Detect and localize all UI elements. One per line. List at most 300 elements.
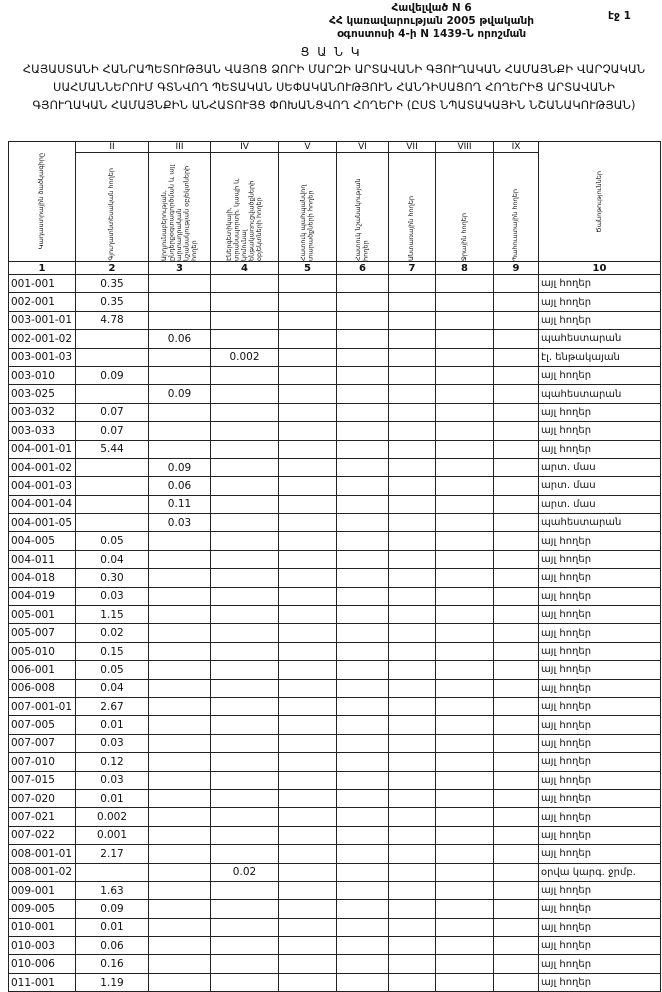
cadastral-code-cell: 008-001-01 <box>9 845 76 863</box>
industrial-land-cell <box>149 587 211 605</box>
table-row <box>9 808 661 826</box>
reserve-land-cell <box>494 679 539 697</box>
industrial-land-cell: 0.09 <box>149 385 211 403</box>
forest-land-cell <box>389 550 436 568</box>
column-number: 1 <box>9 262 76 275</box>
forest-land-cell <box>389 881 436 899</box>
water-land-cell <box>436 697 494 715</box>
industrial-land-cell: 0.06 <box>149 477 211 495</box>
reserve-land-cell <box>494 808 539 826</box>
table-row <box>9 881 661 899</box>
industrial-land-cell <box>149 789 211 807</box>
note-cell: այլ հողեր <box>539 532 661 550</box>
decree-line: ՀՀ կառավարության 2005 թվականի <box>329 15 534 27</box>
cadastral-code-cell: 004-001-04 <box>9 495 76 513</box>
water-land-cell <box>436 679 494 697</box>
special-land-cell <box>337 550 389 568</box>
protected-land-cell <box>279 422 337 440</box>
cadastral-code-cell: 004-001-01 <box>9 440 76 458</box>
table-row <box>9 937 661 955</box>
table-row <box>9 587 661 605</box>
water-land-cell <box>436 900 494 918</box>
agricultural-land-cell: 0.05 <box>76 532 149 550</box>
protected-land-cell <box>279 587 337 605</box>
water-land-cell <box>436 955 494 973</box>
water-land-cell <box>436 275 494 293</box>
water-land-cell <box>436 366 494 384</box>
forest-land-cell <box>389 863 436 881</box>
protected-land-cell <box>279 753 337 771</box>
table-row <box>9 863 661 881</box>
column-number: 2 <box>76 262 149 275</box>
protected-land-cell <box>279 348 337 366</box>
reserve-land-cell <box>494 293 539 311</box>
agricultural-land-cell: 0.16 <box>76 955 149 973</box>
agricultural-land-cell: 0.01 <box>76 716 149 734</box>
industrial-land-cell <box>149 808 211 826</box>
agricultural-land-cell: 0.001 <box>76 826 149 844</box>
agricultural-land-cell <box>76 514 149 532</box>
column-header-cell <box>494 153 539 262</box>
forest-land-cell <box>389 771 436 789</box>
industrial-land-cell <box>149 403 211 421</box>
agricultural-land-cell <box>76 385 149 403</box>
protected-land-cell <box>279 937 337 955</box>
cadastral-code-cell: 004-005 <box>9 532 76 550</box>
water-land-cell <box>436 826 494 844</box>
column-number: 3 <box>149 262 211 275</box>
table-row <box>9 789 661 807</box>
cadastral-code-cell: 003-010 <box>9 366 76 384</box>
cadastral-code-cell: 008-001-02 <box>9 863 76 881</box>
reserve-land-cell <box>494 606 539 624</box>
energy-transport-land-cell <box>211 495 279 513</box>
note-cell: այլ հողեր <box>539 293 661 311</box>
column-header: Կադաստրային ծածկագիրը <box>37 153 46 250</box>
protected-land-cell <box>279 366 337 384</box>
table-row <box>9 385 661 403</box>
cadastral-code-cell: 004-001-02 <box>9 458 76 476</box>
column-header: Հատուկ պահպանվող տարածքների հողեր <box>299 184 315 261</box>
note-cell: այլ հողեր <box>539 569 661 587</box>
protected-land-cell <box>279 477 337 495</box>
water-land-cell <box>436 771 494 789</box>
water-land-cell <box>436 532 494 550</box>
reserve-land-cell <box>494 385 539 403</box>
protected-land-cell <box>279 624 337 642</box>
protected-land-cell <box>279 330 337 348</box>
cadastral-code-cell: 005-001 <box>9 606 76 624</box>
table-row <box>9 624 661 642</box>
table-row <box>9 458 661 476</box>
agricultural-land-cell: 0.01 <box>76 789 149 807</box>
water-land-cell <box>436 495 494 513</box>
agricultural-land-cell: 1.19 <box>76 973 149 991</box>
cadastral-code-cell: 007-022 <box>9 826 76 844</box>
cadastral-code-cell: 010-003 <box>9 937 76 955</box>
energy-transport-land-cell <box>211 937 279 955</box>
water-land-cell <box>436 845 494 863</box>
cadastral-code-cell: 003-025 <box>9 385 76 403</box>
forest-land-cell <box>389 679 436 697</box>
forest-land-cell <box>389 422 436 440</box>
agricultural-land-cell <box>76 458 149 476</box>
table-row <box>9 330 661 348</box>
reserve-land-cell <box>494 642 539 660</box>
reserve-land-cell <box>494 275 539 293</box>
document-title: ՀԱՅԱՍՏԱՆԻ ՀԱՆՐԱՊԵՏՈՒԹՅԱՆ ՎԱՅՈՑ ՁՈՐԻ ՄԱՐԶԻ ԱՐՏԱՎԱՆԻ ԳՅՈՒՂԱԿԱՆ ՀԱՄԱՅՆՔԻ ՎԱՐՉԱԿԱՆ ՍԱՀՄԱՆՆԵՐՈՒՄ ԳՏՆՎՈՂ ՊԵՏԱԿԱՆ ՍԵՓԱԿԱՆՈՒԹՅՈՒՆ ՀԱՆԴԻՍԱՑՈՂ ՀՈՂԵՐԻՑ ԱՐՏԱՎԱՆԻ ԳՅՈՒՂԱԿԱՆ ՀԱՄԱՅՆՔԻՆ ԱՆՀԱՏՈՒՅՑ ՓՈԽԱՆՑՎՈՂ ՀՈՂԵՐԻ (ԸՍՏ ՆՊԱՏԱԿԱՅԻՆ ՆՇԱՆԱԿՈՒԹՅԱՆ) <box>22 62 646 112</box>
forest-land-cell <box>389 716 436 734</box>
reserve-land-cell <box>494 514 539 532</box>
special-land-cell <box>337 385 389 403</box>
special-land-cell <box>337 642 389 660</box>
protected-land-cell <box>279 716 337 734</box>
cadastral-code-cell: 006-001 <box>9 661 76 679</box>
energy-transport-land-cell <box>211 771 279 789</box>
energy-transport-land-cell <box>211 311 279 329</box>
special-land-cell <box>337 532 389 550</box>
industrial-land-cell <box>149 422 211 440</box>
forest-land-cell <box>389 569 436 587</box>
protected-land-cell <box>279 514 337 532</box>
reserve-land-cell <box>494 789 539 807</box>
reserve-land-cell <box>494 697 539 715</box>
column-header-cell <box>76 153 149 262</box>
industrial-land-cell <box>149 661 211 679</box>
special-land-cell <box>337 808 389 826</box>
reserve-land-cell <box>494 440 539 458</box>
water-land-cell <box>436 587 494 605</box>
protected-land-cell <box>279 918 337 936</box>
industrial-land-cell <box>149 826 211 844</box>
note-cell: այլ հողեր <box>539 734 661 752</box>
note-cell: այլ հողեր <box>539 587 661 605</box>
reserve-land-cell <box>494 661 539 679</box>
protected-land-cell <box>279 808 337 826</box>
industrial-land-cell: 0.03 <box>149 514 211 532</box>
industrial-land-cell <box>149 569 211 587</box>
cadastral-code-cell: 009-001 <box>9 881 76 899</box>
reserve-land-cell <box>494 918 539 936</box>
column-header-cell <box>211 153 279 262</box>
forest-land-cell <box>389 495 436 513</box>
industrial-land-cell <box>149 863 211 881</box>
water-land-cell <box>436 458 494 476</box>
special-land-cell <box>337 403 389 421</box>
water-land-cell <box>436 881 494 899</box>
forest-land-cell <box>389 348 436 366</box>
energy-transport-land-cell <box>211 440 279 458</box>
industrial-land-cell <box>149 311 211 329</box>
agricultural-land-cell <box>76 495 149 513</box>
special-land-cell <box>337 311 389 329</box>
table-row <box>9 661 661 679</box>
column-header: Արդյունաբերության, ընդերքօգտագործման և այլ արտադրական նշանակության օբյեկտների հողեր <box>159 164 198 261</box>
energy-transport-land-cell <box>211 550 279 568</box>
water-land-cell <box>436 624 494 642</box>
forest-land-cell <box>389 330 436 348</box>
water-land-cell <box>436 514 494 532</box>
column-header: Գյուղատնտեսական հողեր <box>107 168 116 261</box>
table-row <box>9 311 661 329</box>
forest-land-cell <box>389 440 436 458</box>
column-header: Անտառային հողեր <box>407 196 416 261</box>
note-cell: այլ հողեր <box>539 918 661 936</box>
reserve-land-cell <box>494 734 539 752</box>
table-row <box>9 697 661 715</box>
industrial-land-cell <box>149 734 211 752</box>
forest-land-cell <box>389 606 436 624</box>
industrial-land-cell <box>149 642 211 660</box>
column-header: Հատուկ նշանակության հողեր <box>354 178 370 261</box>
note-cell: այլ հողեր <box>539 403 661 421</box>
water-land-cell <box>436 330 494 348</box>
protected-land-cell <box>279 550 337 568</box>
energy-transport-land-cell: 0.02 <box>211 863 279 881</box>
cadastral-code-cell: 006-008 <box>9 679 76 697</box>
agricultural-land-cell: 4.78 <box>76 311 149 329</box>
forest-land-cell <box>389 955 436 973</box>
reserve-land-cell <box>494 366 539 384</box>
special-land-cell <box>337 937 389 955</box>
column-header-cell <box>337 153 389 262</box>
list-label: Ց Ա Ն Կ <box>300 45 362 59</box>
water-land-cell <box>436 385 494 403</box>
cadastral-code-cell: 003-001-03 <box>9 348 76 366</box>
forest-land-cell <box>389 311 436 329</box>
note-cell: այլ հողեր <box>539 311 661 329</box>
table-row <box>9 514 661 532</box>
column-header-cell <box>149 153 211 262</box>
note-cell: այլ հողեր <box>539 697 661 715</box>
protected-land-cell <box>279 955 337 973</box>
water-land-cell <box>436 422 494 440</box>
note-cell: օրվա կարգ. ջրմբ. <box>539 863 661 881</box>
water-land-cell <box>436 918 494 936</box>
table-row <box>9 679 661 697</box>
industrial-land-cell <box>149 937 211 955</box>
water-land-cell <box>436 293 494 311</box>
protected-land-cell <box>279 403 337 421</box>
reserve-land-cell <box>494 532 539 550</box>
industrial-land-cell <box>149 366 211 384</box>
table-row <box>9 495 661 513</box>
note-cell: այլ հողեր <box>539 716 661 734</box>
energy-transport-land-cell <box>211 642 279 660</box>
cadastral-code-cell: 004-019 <box>9 587 76 605</box>
note-cell: արտ. մաս <box>539 458 661 476</box>
protected-land-cell <box>279 881 337 899</box>
special-land-cell <box>337 661 389 679</box>
industrial-land-cell <box>149 900 211 918</box>
land-table <box>8 141 661 992</box>
cadastral-code-cell: 001-001 <box>9 275 76 293</box>
appendix-number: Հավելված N 6 <box>391 2 472 14</box>
energy-transport-land-cell <box>211 366 279 384</box>
reserve-land-cell <box>494 330 539 348</box>
protected-land-cell <box>279 495 337 513</box>
reserve-land-cell <box>494 845 539 863</box>
special-land-cell <box>337 679 389 697</box>
column-number: 5 <box>279 262 337 275</box>
roman-header-cell: VII <box>389 142 436 153</box>
protected-land-cell <box>279 661 337 679</box>
protected-land-cell <box>279 734 337 752</box>
water-land-cell <box>436 863 494 881</box>
water-land-cell <box>436 550 494 568</box>
energy-transport-land-cell <box>211 661 279 679</box>
agricultural-land-cell: 0.05 <box>76 661 149 679</box>
water-land-cell <box>436 642 494 660</box>
note-cell: այլ հողեր <box>539 440 661 458</box>
forest-land-cell <box>389 293 436 311</box>
note-cell: այլ հողեր <box>539 753 661 771</box>
table-row <box>9 900 661 918</box>
reserve-land-cell <box>494 771 539 789</box>
roman-header-cell: IX <box>494 142 539 153</box>
column-header: Ջրային հողեր <box>459 212 468 261</box>
forest-land-cell <box>389 753 436 771</box>
appendix-header <box>329 2 534 41</box>
agricultural-land-cell <box>76 330 149 348</box>
energy-transport-land-cell <box>211 514 279 532</box>
special-land-cell <box>337 458 389 476</box>
cadastral-code-cell: 005-007 <box>9 624 76 642</box>
roman-header-cell: IV <box>211 142 279 153</box>
cadastral-code-cell: 005-010 <box>9 642 76 660</box>
table-row <box>9 440 661 458</box>
protected-land-cell <box>279 532 337 550</box>
industrial-land-cell <box>149 716 211 734</box>
note-cell: այլ հողեր <box>539 955 661 973</box>
note-cell: պահեստարան <box>539 514 661 532</box>
energy-transport-land-cell <box>211 918 279 936</box>
forest-land-cell <box>389 918 436 936</box>
note-cell: այլ հողեր <box>539 973 661 991</box>
forest-land-cell <box>389 532 436 550</box>
agricultural-land-cell: 0.03 <box>76 587 149 605</box>
special-land-cell <box>337 789 389 807</box>
industrial-land-cell <box>149 532 211 550</box>
energy-transport-land-cell <box>211 900 279 918</box>
industrial-land-cell <box>149 293 211 311</box>
cadastral-code-cell: 004-001-03 <box>9 477 76 495</box>
forest-land-cell <box>389 275 436 293</box>
agricultural-land-cell: 0.02 <box>76 624 149 642</box>
agricultural-land-cell: 2.67 <box>76 697 149 715</box>
reserve-land-cell <box>494 955 539 973</box>
table-row <box>9 550 661 568</box>
energy-transport-land-cell <box>211 569 279 587</box>
water-land-cell <box>436 716 494 734</box>
agricultural-land-cell: 2.17 <box>76 845 149 863</box>
cadastral-code-cell: 002-001 <box>9 293 76 311</box>
forest-land-cell <box>389 458 436 476</box>
forest-land-cell <box>389 661 436 679</box>
reserve-land-cell <box>494 900 539 918</box>
agricultural-land-cell: 0.06 <box>76 937 149 955</box>
forest-land-cell <box>389 366 436 384</box>
energy-transport-land-cell <box>211 458 279 476</box>
roman-header-cell: V <box>279 142 337 153</box>
special-land-cell <box>337 716 389 734</box>
protected-land-cell <box>279 293 337 311</box>
reserve-land-cell <box>494 348 539 366</box>
table-row <box>9 293 661 311</box>
note-cell: այլ հողեր <box>539 366 661 384</box>
forest-land-cell <box>389 642 436 660</box>
reserve-land-cell <box>494 716 539 734</box>
special-land-cell <box>337 697 389 715</box>
special-land-cell <box>337 734 389 752</box>
roman-header-cell <box>9 142 76 262</box>
industrial-land-cell <box>149 753 211 771</box>
table-row <box>9 734 661 752</box>
protected-land-cell <box>279 606 337 624</box>
agricultural-land-cell: 0.09 <box>76 900 149 918</box>
energy-transport-land-cell <box>211 330 279 348</box>
special-land-cell <box>337 422 389 440</box>
reserve-land-cell <box>494 826 539 844</box>
water-land-cell <box>436 477 494 495</box>
decree-date: օգոստոսի 4-ի N 1439-Ն որոշման <box>337 28 527 40</box>
protected-land-cell <box>279 569 337 587</box>
protected-land-cell <box>279 863 337 881</box>
table-row <box>9 771 661 789</box>
reserve-land-cell <box>494 937 539 955</box>
cadastral-code-cell: 004-011 <box>9 550 76 568</box>
forest-land-cell <box>389 826 436 844</box>
agricultural-land-cell: 0.07 <box>76 403 149 421</box>
water-land-cell <box>436 753 494 771</box>
reserve-land-cell <box>494 403 539 421</box>
industrial-land-cell <box>149 771 211 789</box>
energy-transport-land-cell <box>211 826 279 844</box>
protected-land-cell <box>279 275 337 293</box>
water-land-cell <box>436 789 494 807</box>
cadastral-code-cell: 011-001 <box>9 973 76 991</box>
column-number-row <box>9 262 661 275</box>
forest-land-cell <box>389 587 436 605</box>
protected-land-cell <box>279 440 337 458</box>
roman-header-cell: VIII <box>436 142 494 153</box>
table-row <box>9 753 661 771</box>
table-row <box>9 826 661 844</box>
industrial-land-cell <box>149 606 211 624</box>
agricultural-land-cell: 0.09 <box>76 366 149 384</box>
special-land-cell <box>337 348 389 366</box>
special-land-cell <box>337 440 389 458</box>
energy-transport-land-cell <box>211 293 279 311</box>
special-land-cell <box>337 900 389 918</box>
special-land-cell <box>337 477 389 495</box>
cadastral-code-cell: 003-032 <box>9 403 76 421</box>
cadastral-code-cell: 007-021 <box>9 808 76 826</box>
table-row <box>9 532 661 550</box>
industrial-land-cell: 0.09 <box>149 458 211 476</box>
reserve-land-cell <box>494 881 539 899</box>
industrial-land-cell: 0.06 <box>149 330 211 348</box>
cadastral-code-cell: 002-001-02 <box>9 330 76 348</box>
special-land-cell <box>337 606 389 624</box>
agricultural-land-cell <box>76 863 149 881</box>
industrial-land-cell <box>149 348 211 366</box>
note-cell: այլ հողեր <box>539 808 661 826</box>
roman-header-cell: III <box>149 142 211 153</box>
agricultural-land-cell: 0.30 <box>76 569 149 587</box>
forest-land-cell <box>389 789 436 807</box>
forest-land-cell <box>389 808 436 826</box>
